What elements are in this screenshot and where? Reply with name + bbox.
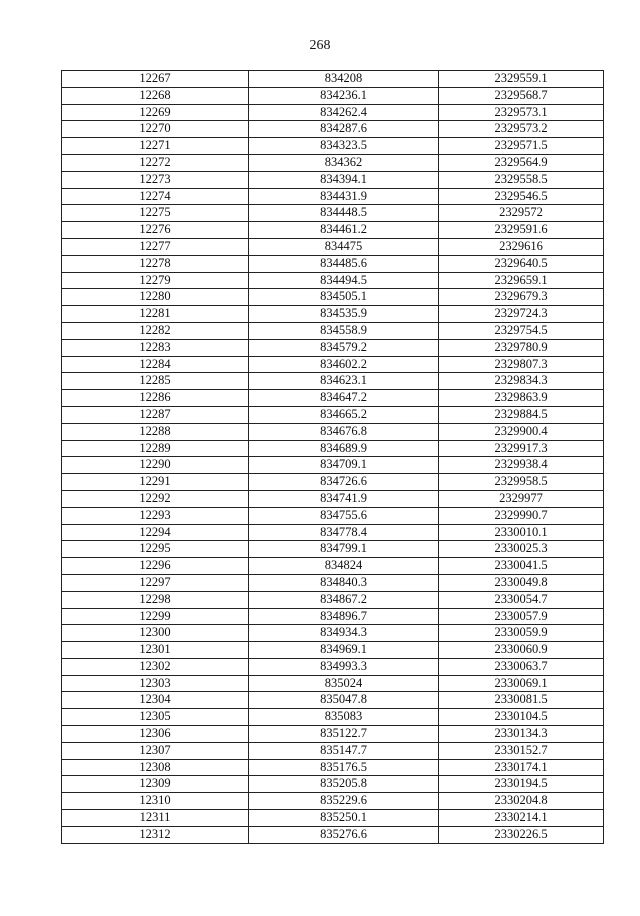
x-coordinate-cell: 834494.5 (249, 272, 439, 289)
table-row (62, 474, 604, 491)
x-coordinate-cell: 834475 (249, 238, 439, 255)
point-number-cell: 12302 (62, 658, 249, 675)
y-coordinate-cell: 2330204.8 (439, 793, 604, 810)
x-coordinate-cell: 834755.6 (249, 507, 439, 524)
point-number-cell: 12271 (62, 138, 249, 155)
y-coordinate-cell: 2329616 (439, 238, 604, 255)
table-row (62, 339, 604, 356)
table-row (62, 507, 604, 524)
x-coordinate-cell: 834799.1 (249, 541, 439, 558)
x-coordinate-cell: 834362 (249, 154, 439, 171)
table-row (62, 171, 604, 188)
table-row (62, 390, 604, 407)
point-number-cell: 12308 (62, 759, 249, 776)
table-row (62, 272, 604, 289)
y-coordinate-cell: 2330081.5 (439, 692, 604, 709)
x-coordinate-cell: 834558.9 (249, 322, 439, 339)
y-coordinate-cell: 2329938.4 (439, 457, 604, 474)
y-coordinate-cell: 2329571.5 (439, 138, 604, 155)
y-coordinate-cell: 2330226.5 (439, 826, 604, 843)
point-number-cell: 12282 (62, 322, 249, 339)
point-number-cell: 12268 (62, 87, 249, 104)
y-coordinate-cell: 2329546.5 (439, 188, 604, 205)
point-number-cell: 12291 (62, 474, 249, 491)
table-row (62, 793, 604, 810)
x-coordinate-cell: 834394.1 (249, 171, 439, 188)
x-coordinate-cell: 835229.6 (249, 793, 439, 810)
x-coordinate-cell: 834934.3 (249, 625, 439, 642)
point-number-cell: 12272 (62, 154, 249, 171)
y-coordinate-cell: 2329572 (439, 205, 604, 222)
table-row (62, 541, 604, 558)
point-number-cell: 12300 (62, 625, 249, 642)
table-row (62, 726, 604, 743)
y-coordinate-cell: 2330054.7 (439, 591, 604, 608)
point-number-cell: 12305 (62, 709, 249, 726)
table-row (62, 306, 604, 323)
y-coordinate-cell: 2330174.1 (439, 759, 604, 776)
y-coordinate-cell: 2329573.2 (439, 121, 604, 138)
table-row (62, 322, 604, 339)
y-coordinate-cell: 2330069.1 (439, 675, 604, 692)
point-number-cell: 12279 (62, 272, 249, 289)
y-coordinate-cell: 2329573.1 (439, 104, 604, 121)
table-row (62, 642, 604, 659)
x-coordinate-cell: 834709.1 (249, 457, 439, 474)
table-row (62, 692, 604, 709)
point-number-cell: 12296 (62, 558, 249, 575)
x-coordinate-cell: 835176.5 (249, 759, 439, 776)
y-coordinate-cell: 2329679.3 (439, 289, 604, 306)
coordinates-table-body (62, 71, 604, 844)
x-coordinate-cell: 834505.1 (249, 289, 439, 306)
y-coordinate-cell: 2330057.9 (439, 608, 604, 625)
y-coordinate-cell: 2330060.9 (439, 642, 604, 659)
table-row (62, 138, 604, 155)
table-row (62, 238, 604, 255)
point-number-cell: 12281 (62, 306, 249, 323)
x-coordinate-cell: 834741.9 (249, 490, 439, 507)
x-coordinate-cell: 835250.1 (249, 810, 439, 827)
table-row (62, 625, 604, 642)
y-coordinate-cell: 2329568.7 (439, 87, 604, 104)
x-coordinate-cell: 834867.2 (249, 591, 439, 608)
point-number-cell: 12284 (62, 356, 249, 373)
y-coordinate-cell: 2329780.9 (439, 339, 604, 356)
table-row (62, 356, 604, 373)
y-coordinate-cell: 2329558.5 (439, 171, 604, 188)
point-number-cell: 12295 (62, 541, 249, 558)
y-coordinate-cell: 2330010.1 (439, 524, 604, 541)
page-number: 268 (309, 38, 331, 53)
point-number-cell: 12273 (62, 171, 249, 188)
table-row (62, 742, 604, 759)
table-row (62, 222, 604, 239)
table-row (62, 558, 604, 575)
x-coordinate-cell: 834485.6 (249, 255, 439, 272)
y-coordinate-cell: 2329990.7 (439, 507, 604, 524)
point-number-cell: 12288 (62, 423, 249, 440)
table-row (62, 574, 604, 591)
y-coordinate-cell: 2329591.6 (439, 222, 604, 239)
point-number-cell: 12294 (62, 524, 249, 541)
table-row (62, 440, 604, 457)
x-coordinate-cell: 834431.9 (249, 188, 439, 205)
x-coordinate-cell: 834840.3 (249, 574, 439, 591)
table-row (62, 87, 604, 104)
x-coordinate-cell: 834448.5 (249, 205, 439, 222)
x-coordinate-cell: 834461.2 (249, 222, 439, 239)
y-coordinate-cell: 2330041.5 (439, 558, 604, 575)
y-coordinate-cell: 2330134.3 (439, 726, 604, 743)
point-number-cell: 12309 (62, 776, 249, 793)
table-row (62, 289, 604, 306)
x-coordinate-cell: 834208 (249, 71, 439, 88)
table-row (62, 205, 604, 222)
y-coordinate-cell: 2329640.5 (439, 255, 604, 272)
x-coordinate-cell: 835147.7 (249, 742, 439, 759)
y-coordinate-cell: 2329958.5 (439, 474, 604, 491)
point-number-cell: 12270 (62, 121, 249, 138)
x-coordinate-cell: 834726.6 (249, 474, 439, 491)
table-row (62, 457, 604, 474)
y-coordinate-cell: 2330194.5 (439, 776, 604, 793)
table-row (62, 608, 604, 625)
point-number-cell: 12303 (62, 675, 249, 692)
x-coordinate-cell: 835122.7 (249, 726, 439, 743)
y-coordinate-cell: 2330025.3 (439, 541, 604, 558)
point-number-cell: 12267 (62, 71, 249, 88)
table-row (62, 154, 604, 171)
table-row (62, 826, 604, 843)
y-coordinate-cell: 2329900.4 (439, 423, 604, 440)
point-number-cell: 12283 (62, 339, 249, 356)
y-coordinate-cell: 2330049.8 (439, 574, 604, 591)
table-row (62, 490, 604, 507)
table-row (62, 776, 604, 793)
point-number-cell: 12290 (62, 457, 249, 474)
table-row (62, 524, 604, 541)
x-coordinate-cell: 834323.5 (249, 138, 439, 155)
x-coordinate-cell: 834623.1 (249, 373, 439, 390)
table-row (62, 591, 604, 608)
point-number-cell: 12298 (62, 591, 249, 608)
y-coordinate-cell: 2329977 (439, 490, 604, 507)
point-number-cell: 12304 (62, 692, 249, 709)
x-coordinate-cell: 834602.2 (249, 356, 439, 373)
x-coordinate-cell: 834579.2 (249, 339, 439, 356)
point-number-cell: 12280 (62, 289, 249, 306)
x-coordinate-cell: 835276.6 (249, 826, 439, 843)
point-number-cell: 12274 (62, 188, 249, 205)
y-coordinate-cell: 2329659.1 (439, 272, 604, 289)
x-coordinate-cell: 834969.1 (249, 642, 439, 659)
y-coordinate-cell: 2330104.5 (439, 709, 604, 726)
x-coordinate-cell: 835024 (249, 675, 439, 692)
point-number-cell: 12293 (62, 507, 249, 524)
point-number-cell: 12287 (62, 406, 249, 423)
y-coordinate-cell: 2330059.9 (439, 625, 604, 642)
table-row (62, 810, 604, 827)
x-coordinate-cell: 834993.3 (249, 658, 439, 675)
table-row (62, 188, 604, 205)
x-coordinate-cell: 835205.8 (249, 776, 439, 793)
y-coordinate-cell: 2329807.3 (439, 356, 604, 373)
x-coordinate-cell: 834287.6 (249, 121, 439, 138)
point-number-cell: 12275 (62, 205, 249, 222)
table-row (62, 373, 604, 390)
y-coordinate-cell: 2330063.7 (439, 658, 604, 675)
x-coordinate-cell: 834647.2 (249, 390, 439, 407)
point-number-cell: 12289 (62, 440, 249, 457)
x-coordinate-cell: 834778.4 (249, 524, 439, 541)
table-row (62, 406, 604, 423)
x-coordinate-cell: 834896.7 (249, 608, 439, 625)
y-coordinate-cell: 2329754.5 (439, 322, 604, 339)
point-number-cell: 12307 (62, 742, 249, 759)
point-number-cell: 12310 (62, 793, 249, 810)
x-coordinate-cell: 834236.1 (249, 87, 439, 104)
table-row (62, 121, 604, 138)
point-number-cell: 12301 (62, 642, 249, 659)
point-number-cell: 12278 (62, 255, 249, 272)
y-coordinate-cell: 2329884.5 (439, 406, 604, 423)
point-number-cell: 12292 (62, 490, 249, 507)
y-coordinate-cell: 2329564.9 (439, 154, 604, 171)
x-coordinate-cell: 834262.4 (249, 104, 439, 121)
y-coordinate-cell: 2330152.7 (439, 742, 604, 759)
table-row (62, 675, 604, 692)
table-row (62, 104, 604, 121)
x-coordinate-cell: 834676.8 (249, 423, 439, 440)
y-coordinate-cell: 2330214.1 (439, 810, 604, 827)
table-row (62, 423, 604, 440)
table-row (62, 709, 604, 726)
y-coordinate-cell: 2329724.3 (439, 306, 604, 323)
y-coordinate-cell: 2329863.9 (439, 390, 604, 407)
point-number-cell: 12286 (62, 390, 249, 407)
x-coordinate-cell: 834535.9 (249, 306, 439, 323)
x-coordinate-cell: 834665.2 (249, 406, 439, 423)
x-coordinate-cell: 835047.8 (249, 692, 439, 709)
coordinates-table (61, 70, 604, 844)
point-number-cell: 12277 (62, 238, 249, 255)
table-row (62, 658, 604, 675)
point-number-cell: 12311 (62, 810, 249, 827)
y-coordinate-cell: 2329559.1 (439, 71, 604, 88)
point-number-cell: 12297 (62, 574, 249, 591)
point-number-cell: 12312 (62, 826, 249, 843)
x-coordinate-cell: 834824 (249, 558, 439, 575)
x-coordinate-cell: 835083 (249, 709, 439, 726)
point-number-cell: 12276 (62, 222, 249, 239)
table-row (62, 71, 604, 88)
y-coordinate-cell: 2329917.3 (439, 440, 604, 457)
point-number-cell: 12269 (62, 104, 249, 121)
point-number-cell: 12285 (62, 373, 249, 390)
y-coordinate-cell: 2329834.3 (439, 373, 604, 390)
point-number-cell: 12299 (62, 608, 249, 625)
table-row (62, 759, 604, 776)
x-coordinate-cell: 834689.9 (249, 440, 439, 457)
table-row (62, 255, 604, 272)
point-number-cell: 12306 (62, 726, 249, 743)
